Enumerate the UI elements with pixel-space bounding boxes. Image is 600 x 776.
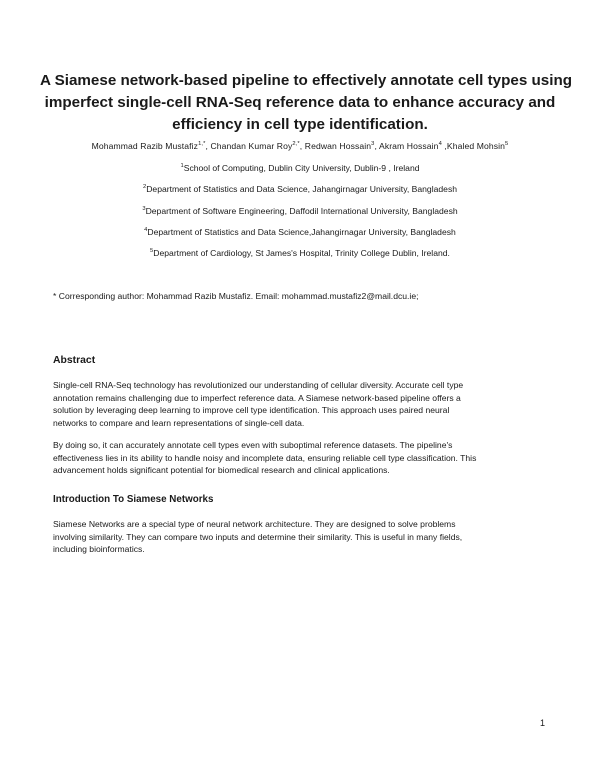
author-name: Khaled Mohsin: [446, 141, 506, 151]
affiliation: [0, 226, 600, 238]
affiliation-mark: 5: [150, 248, 154, 255]
author-affiliation-mark: 3: [371, 141, 375, 148]
corresponding-author-note: * Corresponding author: Mohammad Razib Mustafiz. Email: mohammad.mustafiz2@mail.dcu.ie;: [53, 291, 419, 301]
text-line: including bioinformatics.: [53, 544, 145, 555]
text-line: advancement holds significant potential for biomedical research and clinical applications.: [53, 465, 390, 476]
author-affiliation-mark: 1,*: [198, 141, 206, 148]
title-line: imperfect single-cell RNA-Seq reference data to enhance accuracy and: [44, 94, 556, 111]
text-line: annotation remains challenging due to imperfect reference data. A Siamese network-based pipeline offers a: [53, 392, 461, 403]
affiliation: [0, 247, 600, 259]
affiliation-mark: 4: [144, 227, 148, 234]
author-name: Chandan Kumar Roy: [210, 141, 293, 151]
abstract-paragraph-2: [53, 439, 553, 477]
title-line: A Siamese network-based pipeline to effectively annotate cell types using: [40, 72, 572, 89]
title-line: efficiency in cell type identification.: [172, 116, 428, 133]
affiliation-text: Department of Statistics and Data Science,Jahangirnagar University, Bangladesh: [147, 227, 456, 237]
author-affiliation-mark: 4: [438, 141, 442, 148]
text-line: involving similarity. They can compare two inputs and determine their similarity. This is useful in many fields,: [53, 531, 463, 542]
intro-paragraph: [53, 518, 553, 556]
text-line: Siamese Networks are a special type of neural network architecture. They are designed to solve problems: [53, 519, 456, 529]
affiliation-mark: 1: [180, 163, 184, 170]
text-line: effectiveness lies in its ability to handle noisy and incomplete data, ensuring reliable cell type classification. This: [53, 452, 477, 463]
text-line: By doing so, it can accurately annotate cell types even with suboptimal reference datasets. The pipeline's: [53, 440, 453, 450]
author-affiliation-mark: 5: [505, 141, 509, 148]
affiliation-mark: 3: [142, 206, 146, 213]
text-line: solution by leveraging deep learning to improve cell type identification. This approach uses paired neural: [53, 405, 450, 416]
affiliation-text: School of Computing, Dublin City University, Dublin-9 , Ireland: [183, 163, 420, 173]
affiliation: [0, 183, 600, 195]
text-line: Single-cell RNA-Seq technology has revolutionized our understanding of cellular diversity. Accurate cell type: [53, 380, 464, 390]
intro-heading: Introduction To Siamese Networks: [53, 494, 214, 505]
paper-title: [40, 70, 572, 136]
abstract-heading: Abstract: [53, 355, 96, 366]
affiliation-mark: 2: [142, 184, 147, 191]
affiliation-text: Department of Cardiology, St James's Hospital, Trinity College Dublin, Ireland.: [153, 248, 450, 258]
page-number: 1: [540, 718, 546, 728]
author-list: Mohammad Razib Mustafiz$^{1,*}$, Chandan Kumar Roy$^{2,*}$, Redwan Hossain$^3$, Akram Hossain$^4$ ,Khaled Mohsin$^5$: [91, 141, 509, 151]
author-affiliation-mark: 2,*: [292, 141, 300, 148]
affiliation-text: Department of Software Engineering, Daffodil International University, Bangladesh: [145, 206, 458, 216]
author-name: Akram Hossain: [378, 141, 439, 151]
abstract-paragraph-1: [53, 379, 553, 429]
affiliation: [0, 205, 600, 217]
author-name: Mohammad Razib Mustafiz: [91, 141, 199, 151]
author-name: Redwan Hossain: [304, 141, 372, 151]
affiliation-text: Department of Statistics and Data Science, Jahangirnagar University, Bangladesh: [146, 184, 458, 194]
text-line: networks to compare and learn representations of single-cell data.: [53, 417, 305, 428]
affiliation: [0, 162, 600, 174]
